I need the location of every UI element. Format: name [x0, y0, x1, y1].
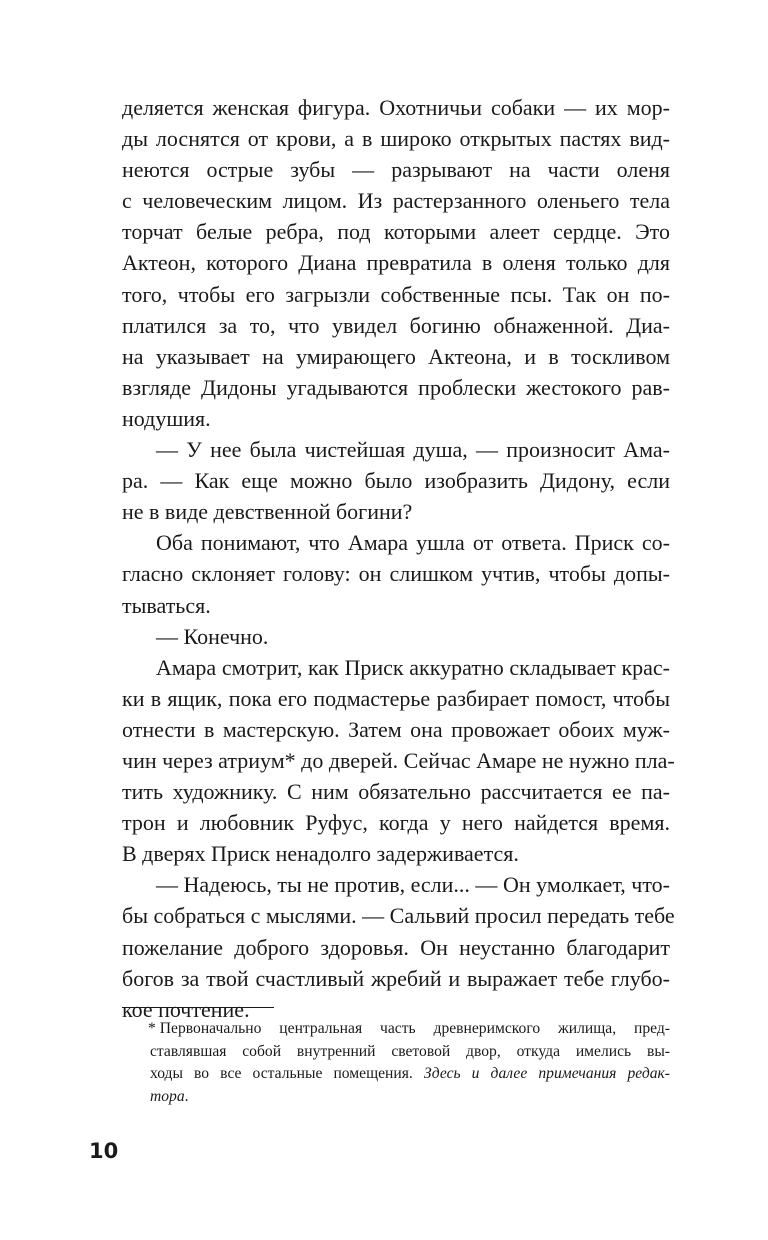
text-line: чин через атриум* до дверей. Сейчас Амаре не нужно пла- [122, 747, 675, 773]
text-line: кое почтение. [122, 996, 250, 1022]
footnote-divider [122, 1007, 274, 1008]
text-line: торчат белые ребра, под которыми алеет сердце. Это [122, 219, 670, 245]
text-line: ра. — Как еще можно было изобразить Дидону, если [122, 468, 670, 494]
text-line: пожелание доброго здоровья. Он неустанно благодарит [122, 934, 670, 960]
text-line: не в виде девственной богини? [122, 499, 413, 525]
text-line: богов за твой счастливый жребий и выражает тебе глубо- [122, 965, 670, 991]
text-line: ды лоснятся от крови, а в широко открытых пастях вид- [122, 126, 670, 152]
text-line: того, чтобы его загрызли собственные псы. Так он по- [122, 281, 670, 307]
text-line: ки в ящик, пока его подмастерье разбирает помост, чтобы [122, 685, 670, 711]
text-line: с человеческим лицом. Из растерзанного оленьего тела [122, 188, 670, 214]
text-line: Актеон, которого Диана превратила в оленя только для [122, 250, 670, 276]
text-line: гласно склоняет голову: он слишком учтив, чтобы допы- [122, 561, 670, 587]
footnote-line-2: ставлявшая собой внутренний световой двор, откуда имелись вы- [150, 1042, 670, 1060]
text-line: трон и любовник Руфус, когда у него найдется время. [122, 810, 670, 836]
text-line: тываться. [122, 592, 211, 618]
body-text [122, 92, 675, 1025]
text-line: нодушия. [122, 405, 211, 431]
footnote-marker: * [148, 1020, 156, 1037]
text-line: на указывает на умирающего Актеона, и в тоскливом [122, 343, 670, 369]
text-line: платился за то, что увидел богиню обнаженной. Диа- [122, 312, 670, 338]
text-line: Амара смотрит, как Приск аккуратно складывает крас- [156, 654, 670, 680]
text-line: деляется женская фигура. Охотничьи собаки — их мор- [122, 95, 670, 120]
footnote [150, 1018, 670, 1108]
text-line: отнести в мастерскую. Затем она провожает обоих муж- [122, 716, 670, 742]
text-line: — У нее была чистейшая душа, — произносит Ама- [156, 437, 670, 463]
footnote-line-1: * Первоначально центральная часть древнеримского жилища, пред- [148, 1020, 670, 1037]
page-number: 10 [89, 1139, 119, 1163]
text-line: — Конечно. [156, 623, 269, 649]
text-line: — Надеюсь, ты не против, если... — Он умолкает, что- [156, 872, 670, 898]
text-line: В дверях Приск ненадолго задерживается. [122, 841, 519, 867]
text-line: неются острые зубы — разрывают на части оленя [122, 157, 670, 183]
text-line: Оба понимают, что Амара ушла от ответа. Приск со- [156, 530, 670, 556]
footnote-line-3: ходы во все остальные помещения. Здесь и далее примечания редак- [150, 1065, 671, 1082]
footnote-line-4: тора. [150, 1087, 189, 1105]
text-line: взгляде Дидоны угадываются проблески жестокого рав- [122, 374, 670, 400]
text-line: тить художнику. С ним обязательно рассчитается ее па- [122, 779, 670, 805]
text-line: бы собраться с мыслями. — Сальвий просил передать тебе [122, 903, 675, 929]
